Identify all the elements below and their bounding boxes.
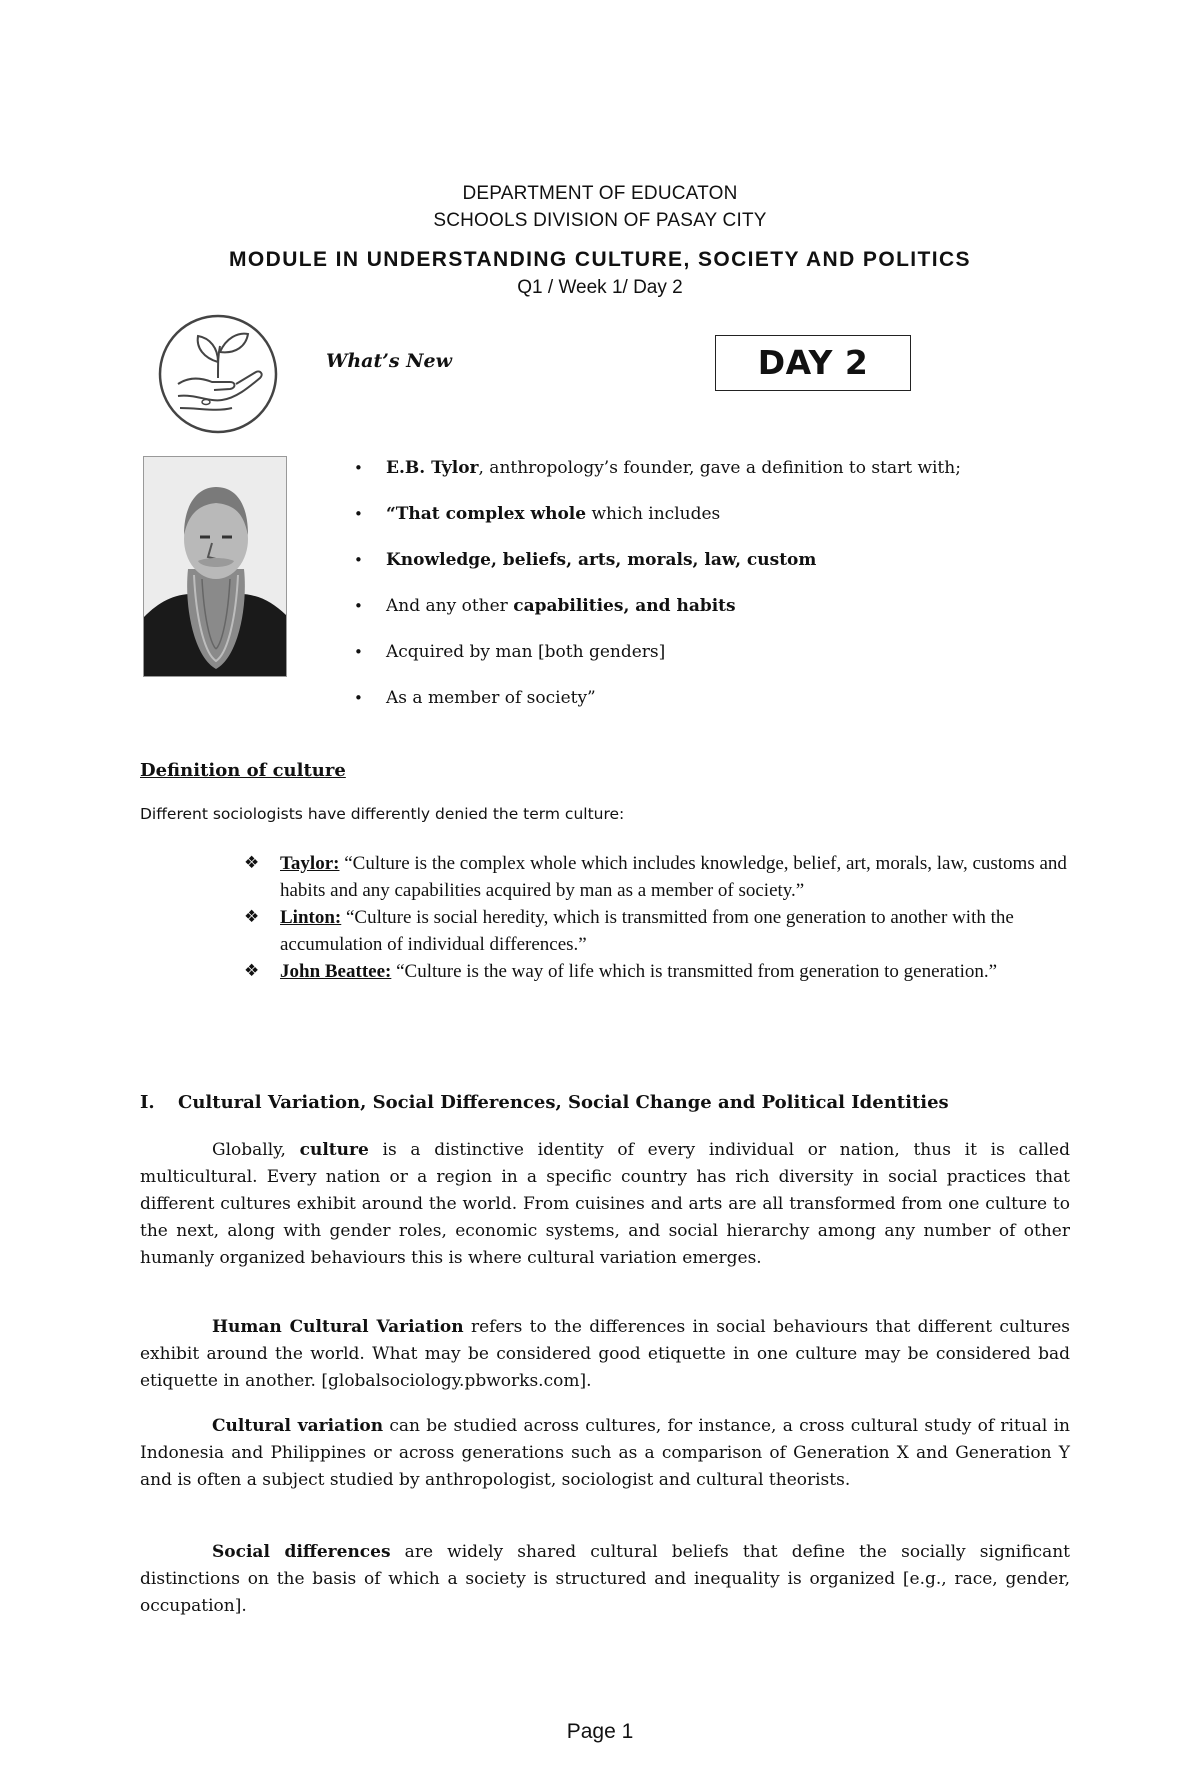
definer-name: Taylor: <box>280 853 340 874</box>
list-item: • “That complex whole which includes <box>352 502 1112 548</box>
page-number: Page 1 <box>566 1720 634 1743</box>
day-badge: DAY 2 <box>715 335 911 391</box>
list-item: • As a member of society” <box>352 686 1112 732</box>
list-item <box>244 958 1094 985</box>
list-item: • Knowledge, beliefs, arts, morals, law, custom <box>352 548 1112 594</box>
paragraph: Human Cultural Variation refers to the differences in social behaviours that different cultures exhibit around the world. What may be considered good etiquette in one culture may be considered bad etiquette in another. [globalsociology.pbworks.com]. <box>140 1317 1071 1391</box>
part-number: I. <box>140 1092 155 1113</box>
section-label-whats-new: What’s New <box>326 350 452 372</box>
week-day-line: Q1 / Week 1/ Day 2 <box>517 277 683 298</box>
definition-text: “Culture is the complex whole which includes knowledge, belief, art, morals, law, customs and habits and any capabilities acquired by man as a member of society.” <box>280 853 1067 901</box>
definition-text: “Culture is social heredity, which is transmitted from one generation to another with the accumulation of individual differences.” <box>280 907 1014 955</box>
list-item: • And any other capabilities, and habits <box>352 594 1112 640</box>
part-title-text: Cultural Variation, Social Differences, Social Change and Political Identities <box>178 1092 949 1113</box>
definer-name: Linton: <box>280 907 342 928</box>
definition-list <box>244 850 1094 985</box>
department-line: DEPARTMENT OF EDUCATON <box>462 183 738 204</box>
paragraph: Cultural variation can be studied across cultures, for instance, a cross cultural study of ritual in Indonesia and Philippines or across generations such as a comparison of Generation X and Generation Y and is often a subject studied by anthropologist, sociologist and cultural theorists. <box>140 1416 1070 1490</box>
tylor-bullet-list <box>352 456 1112 732</box>
list-item <box>244 850 1094 904</box>
part-one-heading <box>140 1092 949 1113</box>
paragraph: Globally, culture is a distinctive identity of every individual or nation, thus it is called multicultural. Every nation or a region in a specific country has rich diversity in social practices that different cultures exhibit around the world. From cuisines and arts are all transformed from one culture to the next, along with gender roles, economic systems, and social hierarchy among any number of other humanly organized behaviours this is where cultural variation emerges. <box>140 1140 1070 1268</box>
list-item: • E.B. Tylor, anthropology’s founder, gave a definition to start with; <box>352 456 1112 502</box>
list-item <box>244 904 1094 958</box>
division-line: SCHOOLS DIVISION OF PASAY CITY <box>433 210 767 231</box>
definition-heading: Definition of culture <box>140 760 346 781</box>
paragraph: Social differences are widely shared cultural beliefs that define the socially significant distinctions on the basis of which a society is structured and inequality is organized [e.g., race, gender, occupation]. <box>140 1542 1070 1616</box>
four-diamond-bullet-icon: ❖ <box>244 853 260 873</box>
definition-intro: Different sociologists have differently denied the term culture: <box>140 805 625 823</box>
definer-name: John Beattee: <box>280 961 392 982</box>
list-item: • Acquired by man [both genders] <box>352 640 1112 686</box>
definition-text: “Culture is the way of life which is transmitted from generation to generation.” <box>391 961 998 982</box>
portrait-photo <box>143 456 287 677</box>
plant-in-hand-icon <box>156 312 280 436</box>
four-diamond-bullet-icon: ❖ <box>244 961 260 981</box>
four-diamond-bullet-icon: ❖ <box>244 907 260 927</box>
module-title: MODULE IN UNDERSTANDING CULTURE, SOCIETY AND POLITICS <box>229 248 971 271</box>
